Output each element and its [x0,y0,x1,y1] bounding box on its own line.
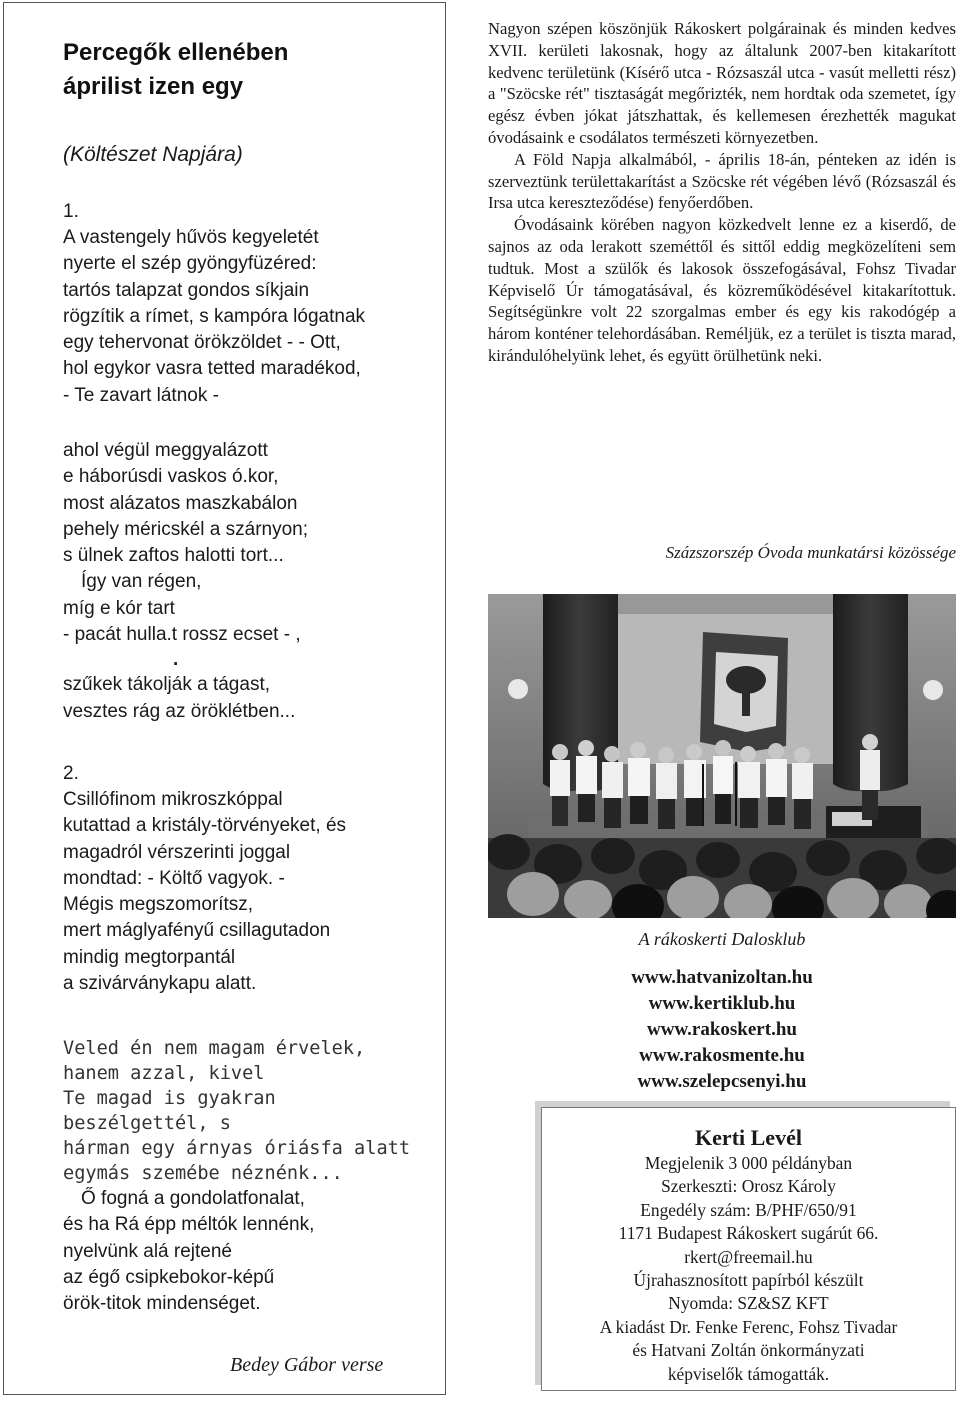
poem-line: mondtad: - Költő vagyok. - [63,867,285,889]
website-links [488,965,956,1095]
poem-line: vesztes rág az öröklétben... [63,700,296,722]
imprint-line: 1171 Budapest Rákoskert sugárút 66. [618,1223,879,1244]
poem-line: kutattad a kristály-törvényeket, és [63,815,347,837]
poem-line: rögzítik a rímet, s kampóra lógatnak [63,305,366,327]
poem-line: Így van régen, [81,571,202,593]
poem-part1-stanza2 [63,438,308,725]
poem-line: Ő fogná a gondolatfonalat, [81,1188,305,1209]
poem-line: - Te zavart látnok - [63,384,219,406]
poem-line: most alázatos maszkabálon [63,492,298,514]
poem-line: Veled én nem magam érvelek, [63,1038,366,1059]
poem-part1-stanza1 [63,199,365,409]
poem-line: Csillófinom mikroszkóppal [63,789,283,810]
article-paragraph: Nagyon szépen köszönjük Rákoskert polgárainak és minden kedves XVII. kerületi lakosnak, hogy az általunk 2007-ben kitakarított kedvenc területünk (Kísérő utca - Rózsaszál utca - vasút melletti rész) a "Szöcske rét" tisztaságát megőrizték, nem hordtak oda szemetet, így egész évben jókat játszhattak, és kellemesen érezhették magukat óvodásaink e csodálatos természeti környezetben. [488,19,956,147]
choir-photo [488,594,956,918]
poem-line: Te magad is gyakran [63,1088,276,1109]
imprint-line: képviselők támogatták. [667,1363,830,1384]
poem-line: egy tehervonat örökzöldet - - Ott, [63,332,341,354]
imprint-title: Kerti Levél [695,1125,802,1150]
poem-line: tartós talapzat gondos síkjain [63,279,310,301]
imprint-line: Engedély szám: B/PHF/650/91 [640,1199,857,1220]
poem-title [63,36,288,104]
photo-caption: A rákoskerti Dalosklub [638,929,806,949]
poem-line: a szivárványkapu alatt. [63,973,257,995]
poem-line: egymás szemébe néznénk... [63,1163,343,1184]
poem-part2-stanza2 [63,1036,410,1317]
article [488,18,956,367]
poem-part-number: 2. [63,763,79,784]
poem-part-number: 1. [63,201,79,222]
poem-title-line-1: Percegők ellenében [63,39,289,66]
website-link[interactable]: www.hatvanizoltan.hu [631,967,813,988]
website-link[interactable]: www.szelepcsenyi.hu [637,1071,807,1092]
imprint-box [541,1107,956,1391]
imprint-line: Újrahasznosított papírból készült [633,1270,864,1291]
poem-line: pehely méricskél a szárnyon; [63,518,308,540]
choir-photo-illustration [488,594,956,918]
website-link[interactable]: www.rakoskert.hu [647,1019,797,1040]
imprint-line: A kiadást Dr. Fenke Ferenc, Fohsz Tivadar [599,1316,898,1337]
poem-line: hanem azzal, kivel [63,1063,265,1084]
poem-part2-stanza1 [63,761,346,997]
poem-line: Mégis megszomorítsz, [63,894,254,916]
imprint-line: és Hatvani Zoltán önkormányzati [632,1340,865,1361]
poem-line: örök-titok mindenséget. [63,1293,261,1315]
poem-line: mert máglyafényű csillagutadon [63,920,331,942]
poem-line: szűkek tákolják a tágast, [63,674,270,696]
poem-line: és ha Rá épp méltók lennénk, [63,1214,315,1236]
poem-line: ahol végül meggyalázott [63,440,268,461]
poem-title-line-2: áprilist izen egy [63,73,244,100]
website-link[interactable]: www.kertiklub.hu [648,993,796,1014]
imprint-line: Megjelenik 3 000 példányban [644,1153,853,1173]
imprint-line: Szerkeszti: Orosz Károly [661,1176,836,1197]
poem-subtitle: (Költészet Napjára) [63,143,243,166]
poem-line: A vastengely hűvös kegyeletét [63,227,319,248]
poem-line: hárman egy árnyas óriásfa alatt [63,1138,411,1159]
poem-line-dot: . [173,649,179,671]
poem-line: magadról vérszerinti joggal [63,841,291,863]
poem-line: nyerte el szép gyöngyfüzéred: [63,253,317,275]
poem-line: mindig megtorpantál [63,946,236,968]
article-paragraph: A Föld Napja alkalmából, - április 18-án, pénteken az idén is szerveztünk területtakarítást a Szöcske rét végében lévő (Rózsaszál és Irsa utca kereszteződése) fenyőerdőben. [488,149,956,213]
website-link[interactable]: www.rakosmente.hu [639,1045,805,1066]
poem-line: e háborúsdi vaskos ó.kor, [63,466,279,488]
imprint-lines [542,1152,955,1386]
article-signature: Százszorszép Óvoda munkatársi közössége [665,543,956,562]
poem-line: az égő csipkebokor-képű [63,1266,275,1288]
poem-line: nyelvünk alá rejtené [63,1240,232,1262]
poem-line: míg e kór tart [63,597,175,619]
poem-line: hol egykor vasra tetted maradékod, [63,358,361,380]
imprint-line: Nyomda: SZ&SZ KFT [668,1293,829,1314]
imprint-email[interactable]: rkert@freemail.hu [684,1246,813,1267]
poem-line: beszélgettél, s [63,1113,231,1134]
article-paragraph: Óvodásaink körében nagyon közkedvelt lenne ez a kiserdő, de sajnos az oda lerakott szeméttől és sittől eddig megközelíteni sem tudtuk. Most a szülők és lakosok összefogásával, Fohsz Tivadar Képviselő Úr támogatásával, és közreműködésével kitakarítottuk. Segítségünkre volt 22 szorgalmas ember és egy kis rakodógép a három konténer telehordásában. Reméljük, ez a terület is tiszta marad, kirándulóhelyünk lehet, és együtt örülhetünk neki. [488,215,956,365]
poem-author: Bedey Gábor verse [230,1354,384,1376]
poem-line: - pacát hulla.t rossz ecset - , [63,624,301,646]
poem-line: s ülnek zaftos halotti tort... [63,545,284,567]
